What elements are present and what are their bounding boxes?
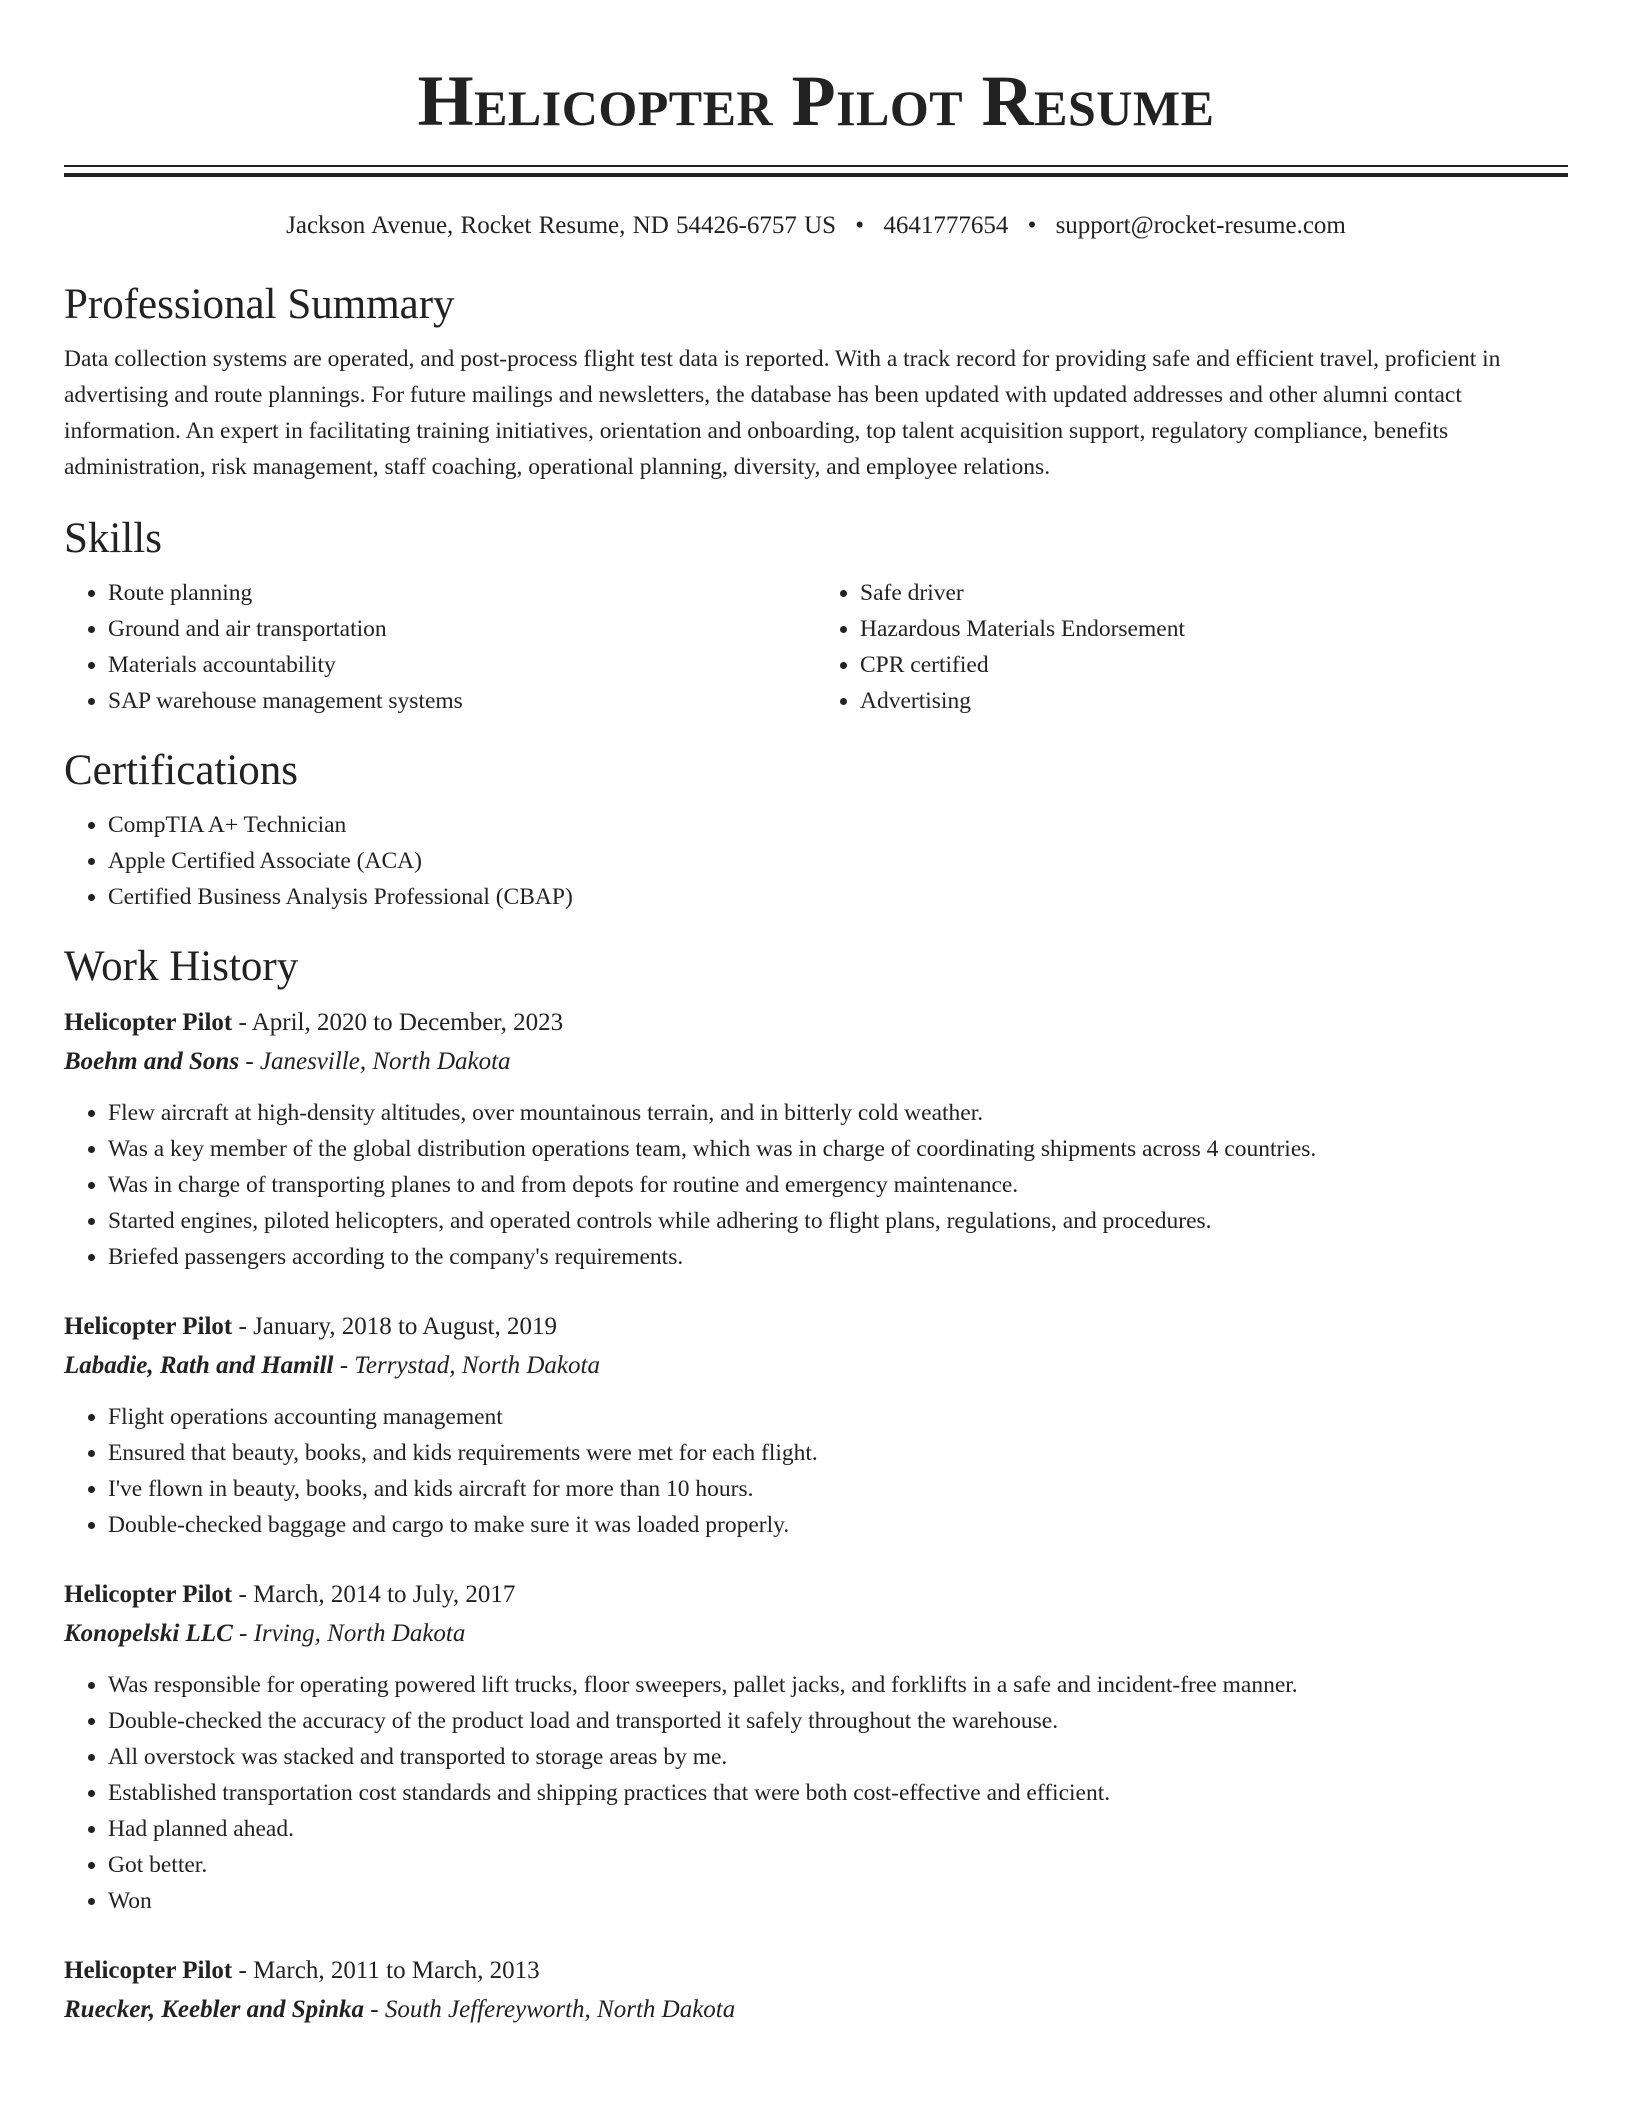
job-bullet: • I've flown in beauty, books, and kids aircraft for more than 10 hours. [108,1471,1568,1507]
certification-item: • Apple Certified Associate (ACA) [108,843,1568,879]
job-bullets [64,1399,1568,1543]
work-history-section [64,941,1568,2029]
job-company: Ruecker, Keebler and Spinka [64,1996,365,2023]
title-divider [64,165,1568,177]
job-bullet: • Double-checked the accuracy of the product load and transported it safely throughout the warehouse. [108,1703,1568,1739]
job-company: Boehm and Sons [64,1048,240,1075]
job-entry [64,1575,1568,1919]
skill-item: • Route planning [108,575,816,611]
skills-columns [64,575,1568,719]
job-location: - Janesville, North Dakota [239,1048,511,1075]
skill-item: • Hazardous Materials Endorsement [860,611,1568,647]
contact-address: Jackson Avenue, Rocket Resume, ND 54426-6757 US [286,212,837,239]
job-bullet: • Established transportation cost standards and shipping practices that were both cost-effective and efficient. [108,1775,1568,1811]
job-bullet: • Won [108,1883,1568,1919]
job-company-line [64,1615,1568,1653]
contact-separator: • [1027,212,1037,239]
job-bullet: • Flight operations accounting management [108,1399,1568,1435]
summary-text: Data collection systems are operated, and post-process flight test data is reported. With a track record for providing safe and efficient travel, proficient in advertising and route plannings. For future mailings and newsletters, the database has been updated with updated addresses and other alumni contact information. An expert in facilitating training initiatives, orientation and onboarding, top talent acquisition support, regulatory compliance, benefits administration, risk management, staff coaching, operational planning, diversity, and employee relations. [64,346,1501,480]
skill-item: • Safe driver [860,575,1568,611]
job-bullet: • Got better. [108,1847,1568,1883]
job-bullet: • Started engines, piloted helicopters, and operated controls while adhering to flight plans, regulations, and procedures. [108,1203,1568,1239]
job-bullet: • Was in charge of transporting planes to and from depots for routine and emergency maintenance. [108,1167,1568,1203]
section-heading: Professional Summary [64,281,455,328]
job-company-line [64,1991,1568,2029]
certifications-section [64,745,1568,915]
job-bullets [64,1667,1568,1919]
job-bullet: • Ensured that beauty, books, and kids requirements were met for each flight. [108,1435,1568,1471]
certification-item: • Certified Business Analysis Professional (CBAP) [108,879,1568,915]
section-heading: Skills [64,515,162,562]
skill-item: • Ground and air transportation [108,611,816,647]
contact-email: support@rocket-resume.com [1055,212,1346,239]
job-title-line [64,1951,1568,1991]
job-dates: - January, 2018 to August, 2019 [232,1313,557,1340]
job-bullet: • Flew aircraft at high-density altitudes, over mountainous terrain, and in bitterly cold weather. [108,1095,1568,1131]
job-dates: - March, 2014 to July, 2017 [232,1581,516,1608]
skill-item: • Materials accountability [108,647,816,683]
summary-section [64,279,1568,485]
job-bullet: • Briefed passengers according to the company's requirements. [108,1239,1568,1275]
job-location: - South Jeffereyworth, North Dakota [364,1996,736,2023]
job-title-line [64,1307,1568,1347]
job-title: Helicopter Pilot [64,1581,233,1608]
job-company-line [64,1347,1568,1385]
skill-item: • Advertising [860,683,1568,719]
section-heading: Certifications [64,747,299,794]
job-title: Helicopter Pilot [64,1009,233,1036]
job-company: Labadie, Rath and Hamill [64,1352,334,1379]
job-entry [64,1951,1568,2029]
job-title-line [64,1575,1568,1615]
job-dates: - April, 2020 to December, 2023 [232,1009,564,1036]
section-heading: Work History [64,943,299,990]
job-bullet: • All overstock was stacked and transported to storage areas by me. [108,1739,1568,1775]
certification-item: • CompTIA A+ Technician [108,807,1568,843]
job-dates: - March, 2011 to March, 2013 [232,1957,540,1984]
contact-separator: • [855,212,865,239]
job-entry [64,1307,1568,1543]
job-company: Konopelski LLC [64,1620,233,1647]
contact-phone: 4641777654 [883,212,1009,239]
job-bullet: • Was responsible for operating powered lift trucks, floor sweepers, pallet jacks, and forklifts in a safe and incident-free manner. [108,1667,1568,1703]
job-bullet: • Was a key member of the global distribution operations team, which was in charge of coordinating shipments across 4 countries. [108,1131,1568,1167]
job-title: Helicopter Pilot [64,1313,233,1340]
contact-line [64,211,1568,241]
job-entry [64,1003,1568,1275]
job-company-line [64,1043,1568,1081]
skills-section [64,513,1568,719]
certifications-list [64,807,1568,915]
job-location: - Terrystad, North Dakota [333,1352,600,1379]
job-bullet: • Double-checked baggage and cargo to make sure it was loaded properly. [108,1507,1568,1543]
job-location: - Irving, North Dakota [232,1620,466,1647]
job-bullets [64,1095,1568,1275]
job-bullet: • Had planned ahead. [108,1811,1568,1847]
skills-list-right [816,575,1568,719]
skill-item: • CPR certified [860,647,1568,683]
skills-list-left [64,575,816,719]
skill-item: • SAP warehouse management systems [108,683,816,719]
job-title: Helicopter Pilot [64,1957,233,1984]
resume-title: Helicopter Pilot Resume [417,61,1215,141]
job-title-line [64,1003,1568,1043]
